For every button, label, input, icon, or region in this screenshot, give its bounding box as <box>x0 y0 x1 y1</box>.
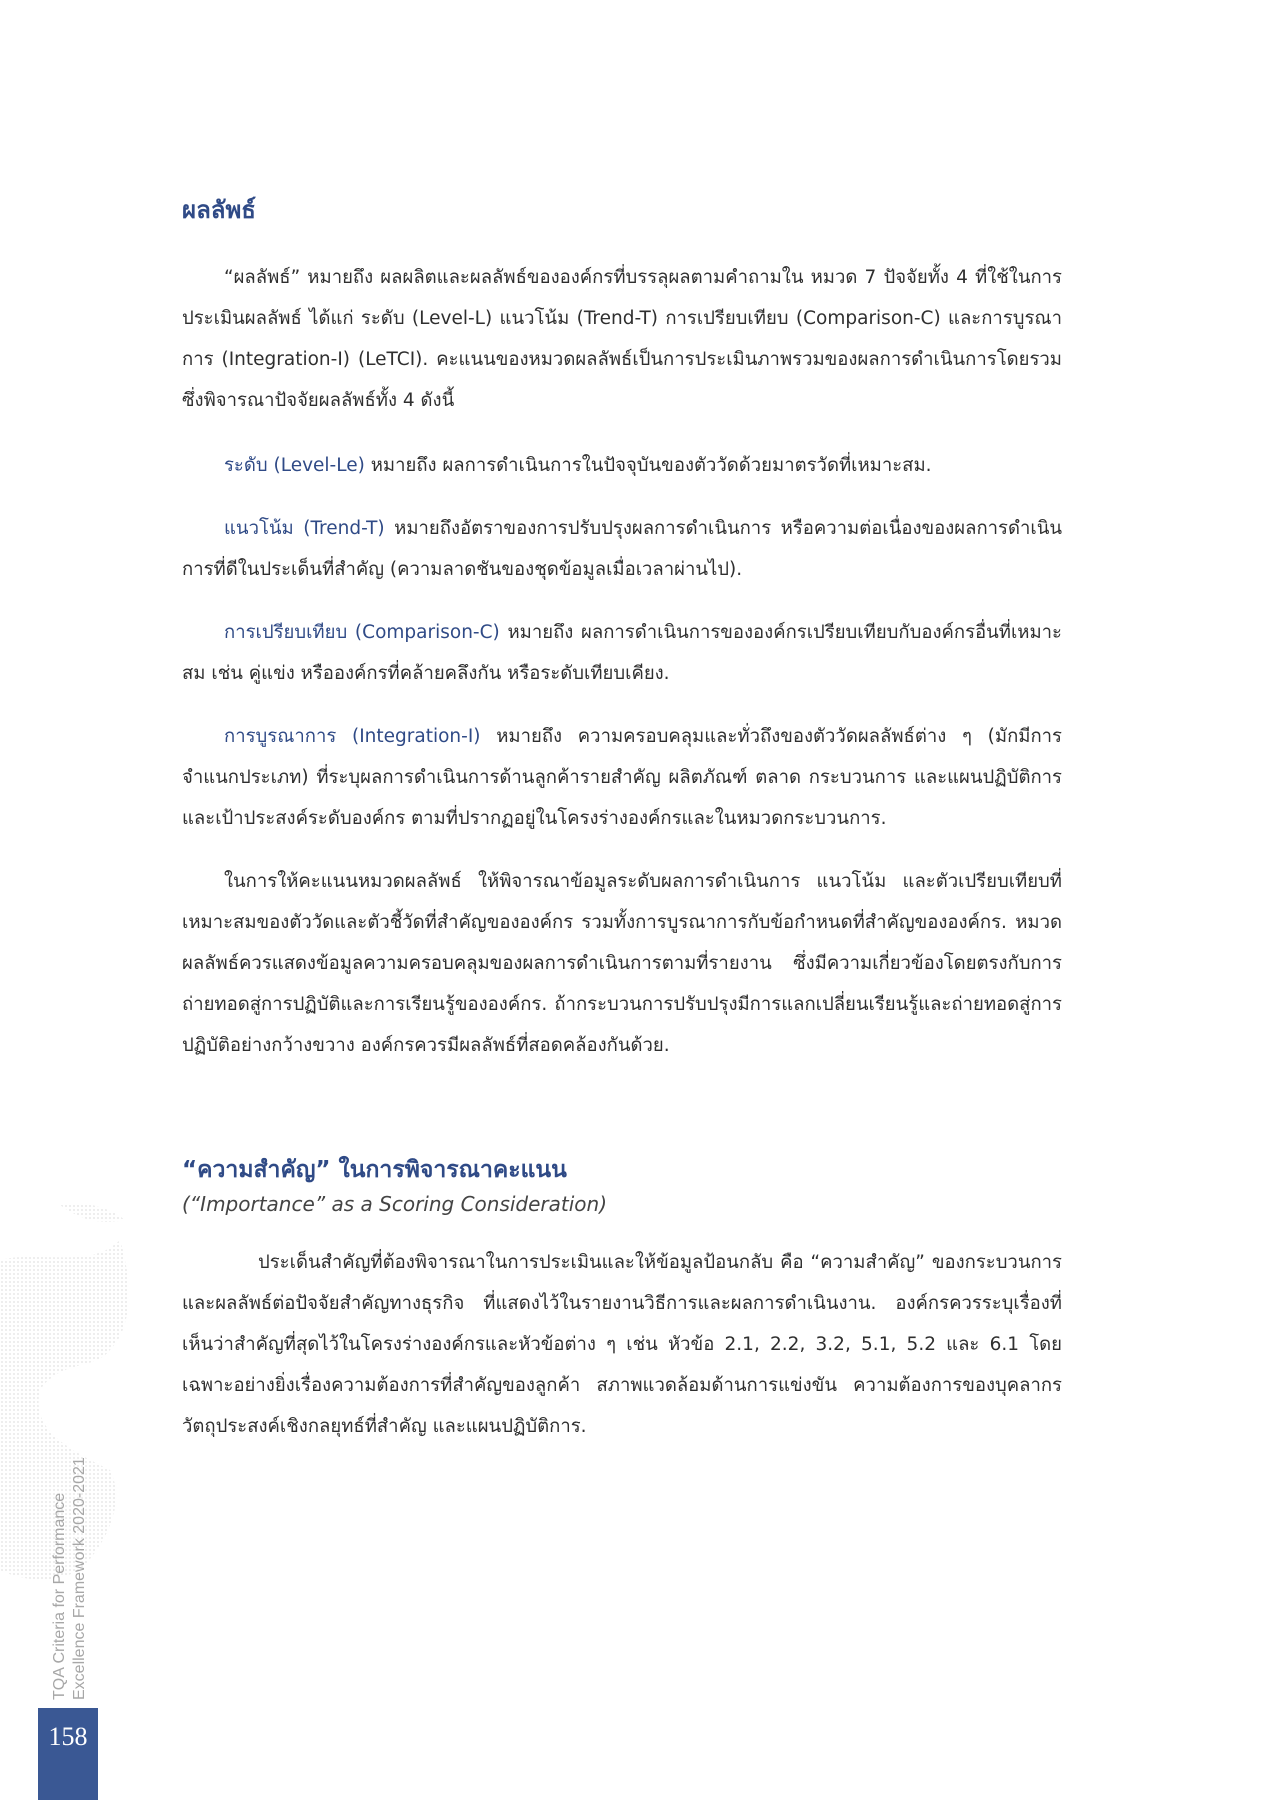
factor-integration <box>182 716 1062 839</box>
results-intro: “ผลลัพธ์” หมายถึง ผลผลิตและผลลัพธ์ขององค์กรที่บรรลุผลตามคำถามใน หมวด 7 ปัจจัยทั้ง 4 ที่ใช้ในการประเมินผลลัพธ์ ได้แก่ ระดับ (Level-L) แนวโน้ม (Trend-T) การเปรียบเทียบ (Comparison-C) และการบูรณาการ (Integration-I) (LeTCI). คะแนนของหมวดผลลัพธ์เป็นการประเมินภาพรวมของผลการดำเนินการโดยรวม ซึ่งพิจารณาปัจจัยผลลัพธ์ทั้ง 4 ดังนี้ <box>182 267 1062 411</box>
factor-comparison <box>182 612 1062 694</box>
importance-paragraph: ประเด็นสำคัญที่ต้องพิจารณาในการประเมินและให้ข้อมูลป้อนกลับ คือ “ความสำคัญ” ของกระบวนการและผลลัพธ์ต่อปัจจัยสำคัญทางธุรกิจ ที่แสดงไว้ในรายงานวิธีการและผลการดำเนินงาน. องค์กรควรระบุเรื่องที่เห็นว่าสำคัญที่สุดไว้ในโครงร่างองค์กรและหัวข้อต่าง ๆ เช่น หัวข้อ 2.1, 2.2, 3.2, 5.1, 5.2 และ 6.1 โดยเฉพาะอย่างยิ่งเรื่องความต้องการที่สำคัญของลูกค้า สภาพแวดล้อมด้านการแข่งขัน ความต้องการของบุคลากร วัตถุประสงค์เชิงกลยุทธ์ที่สำคัญ และแผนปฏิบัติการ. <box>182 1252 1062 1437</box>
section-title-results: ผลลัพธ์ <box>182 196 256 224</box>
sidebar-line: TQA Criteria for Performance <box>51 1492 68 1700</box>
section-title-importance: “ความสำคัญ” ในการพิจารณาคะแนน <box>182 1157 567 1183</box>
factor-description: หมายถึง ผลการดำเนินการขององค์กรเปรียบเทียบกับองค์กรอื่นที่เหมาะสม เช่น คู่แข่ง หรือองค์กรที่คล้ายคลึงกัน หรือระดับเทียบเคียง. <box>182 622 1062 684</box>
factor-term: การบูรณาการ (Integration-I) <box>224 726 481 747</box>
section-subtitle-importance: (“Importance” as a Scoring Consideration) <box>182 1192 608 1216</box>
factor-level <box>182 445 1062 486</box>
factor-term: แนวโน้ม (Trend-T) <box>224 518 385 539</box>
factor-description: หมายถึงอัตราของการปรับปรุงผลการดำเนินการ หรือความต่อเนื่องของผลการดำเนินการที่ดีในประเด็นที่สำคัญ (ความลาดชันของชุดข้อมูลเมื่อเวลาผ่านไป). <box>182 518 1062 580</box>
page-number: 158 <box>48 1722 88 1751</box>
factor-description: หมายถึง ความครอบคลุมและทั่วถึงของตัววัดผลลัพธ์ต่าง ๆ (มักมีการจำแนกประเภท) ที่ระบุผลการดำเนินการด้านลูกค้ารายสำคัญ ผลิตภัณฑ์ ตลาด กระบวนการ และแผนปฏิบัติการ และเป้าประสงค์ระดับองค์กร ตามที่ปรากฏอยู่ในโครงร่างองค์กรและในหมวดกระบวนการ. <box>182 726 1062 829</box>
factor-term: ระดับ (Level-Le) <box>224 455 365 476</box>
factor-description: หมายถึง ผลการดำเนินการในปัจจุบันของตัววัดด้วยมาตรวัดที่เหมาะสม. <box>364 455 932 476</box>
factor-trend <box>182 508 1062 590</box>
results-scoring-paragraph: ในการให้คะแนนหมวดผลลัพธ์ ให้พิจารณาข้อมูลระดับผลการดำเนินการ แนวโน้ม และตัวเปรียบเทียบที่เหมาะสมของตัววัดและตัวชี้วัดที่สำคัญขององค์กร รวมทั้งการบูรณาการกับข้อกำหนดที่สำคัญขององค์กร. หมวดผลลัพธ์ควรแสดงข้อมูลความครอบคลุมของผลการดำเนินการตามที่รายงาน ซึ่งมีความเกี่ยวข้องโดยตรงกับการถ่ายทอดสู่การปฏิบัติและการเรียนรู้ขององค์กร. ถ้ากระบวนการปรับปรุงมีการแลกเปลี่ยนเรียนรู้และถ่ายทอดสู่การปฏิบัติอย่างกว้างขวาง องค์กรควรมีผลลัพธ์ที่สอดคล้องกันด้วย. <box>182 871 1062 1056</box>
sidebar-document-title <box>50 1457 90 1700</box>
page-content <box>182 190 1062 1471</box>
sidebar-line: Excellence Framework 2020-2021 <box>71 1457 88 1700</box>
page-number-tab <box>38 1708 98 1800</box>
factor-term: การเปรียบเทียบ (Comparison-C) <box>224 622 500 643</box>
